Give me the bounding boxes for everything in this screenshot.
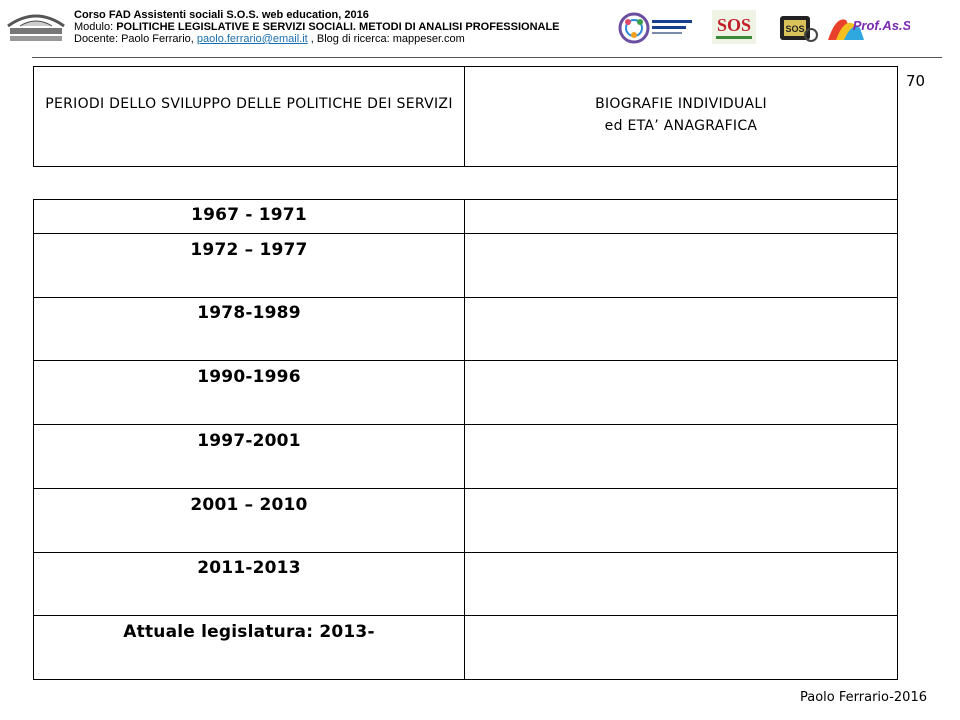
period-1972-1977: 1972 – 1977 — [190, 240, 308, 260]
period-1990-1996: 1990-1996 — [197, 367, 301, 387]
row-divider — [33, 360, 898, 361]
profass-logo — [826, 10, 910, 46]
svg-text:Prof.As.S: Prof.As.S — [852, 18, 910, 33]
period-1967-1971: 1967 - 1971 — [191, 205, 307, 225]
row-divider — [33, 233, 898, 234]
table-connector — [897, 167, 898, 200]
teacher-email-link[interactable]: paolo.ferrario@email.it — [196, 33, 308, 45]
header-right-line2: ed ETA’ ANAGRAFICA — [604, 118, 758, 134]
teacher-line — [74, 33, 560, 45]
header-right-line1: BIOGRAFIE INDIVIDUALI — [595, 96, 767, 112]
module-line — [74, 21, 560, 33]
period-2001-2010: 2001 – 2010 — [190, 495, 308, 515]
footer-author: Paolo Ferrario-2016 — [800, 690, 927, 705]
svg-text:SOS: SOS — [716, 15, 752, 35]
period-1978-1989: 1978-1989 — [197, 303, 301, 323]
header-left-cell: PERIODI DELLO SVILUPPO DELLE POLITICHE DEI SERVIZI — [45, 96, 453, 112]
teacher-prefix: Docente: Paolo Ferrario, — [74, 33, 197, 45]
row-divider — [33, 615, 898, 616]
studio-logo — [616, 10, 696, 46]
header-divider-vertical — [464, 66, 465, 167]
sos-logo — [712, 10, 756, 44]
header-right-cell — [466, 95, 896, 135]
row-divider — [33, 424, 898, 425]
row-divider — [33, 552, 898, 553]
header-divider — [32, 57, 942, 58]
period-2011-2013: 2011-2013 — [197, 558, 301, 578]
module-title: POLITICHE LEGISLATIVE E SERVIZI SOCIALI. METODI DI ANALISI PROFESSIONALE — [116, 21, 560, 33]
page-number: 70 — [906, 72, 926, 90]
module-prefix: Modulo: — [74, 21, 117, 33]
row-divider — [33, 488, 898, 489]
periods-column-divider — [464, 199, 465, 680]
svg-text:SOS: SOS — [785, 24, 805, 34]
period-1997-2001: 1997-2001 — [197, 431, 301, 451]
period-current-legislature: Attuale legislatura: 2013- — [123, 622, 375, 642]
film-reel-logo — [776, 10, 818, 46]
course-header — [74, 9, 560, 45]
course-logo — [6, 4, 66, 44]
course-title: Corso FAD Assistenti sociali S.O.S. web education, 2016 — [74, 9, 369, 21]
row-divider — [33, 297, 898, 298]
teacher-suffix: , Blog di ricerca: mappeser.com — [307, 33, 465, 45]
